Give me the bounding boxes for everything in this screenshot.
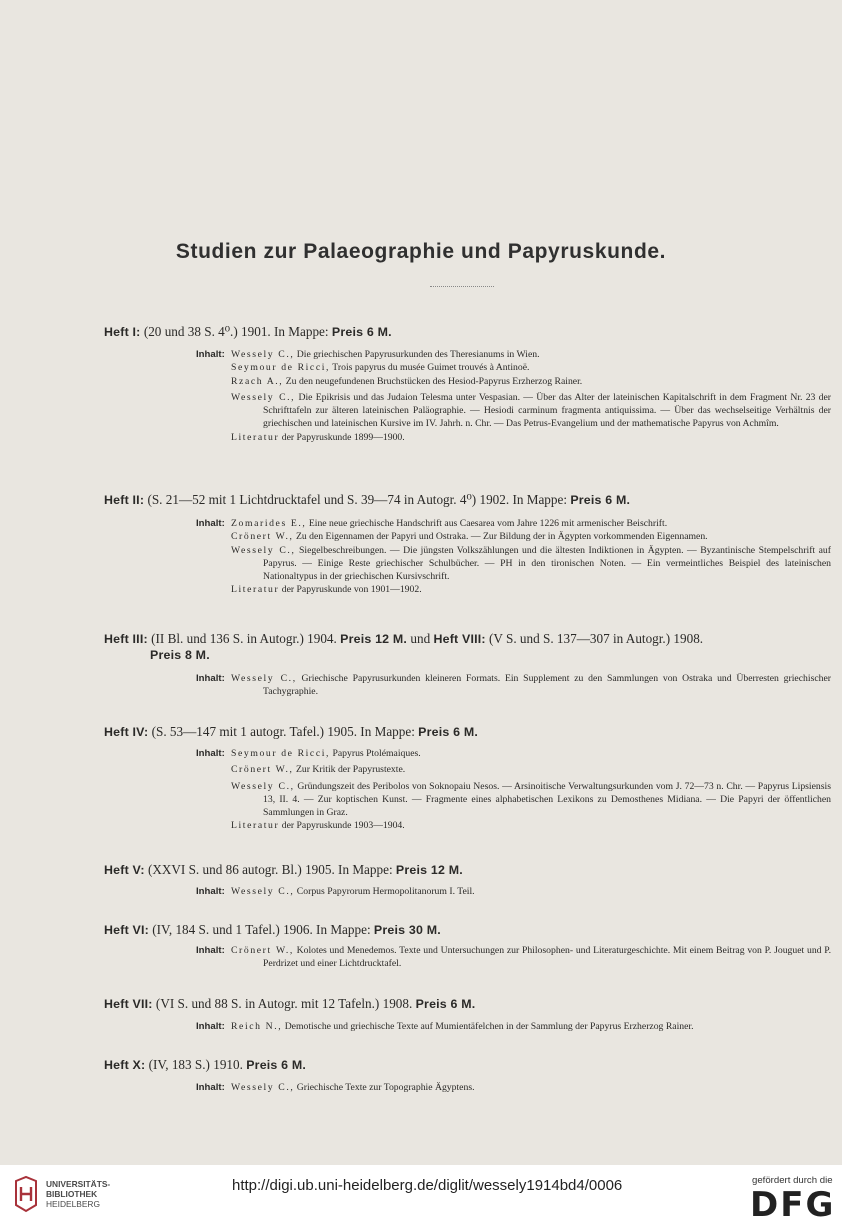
heft-label: Heft V: bbox=[104, 863, 145, 877]
list-item: Wessely C., Griechische Papyrusurkunden kleineren Formats. Ein Supplement zu den Sammlungen von Ostraka und Überresten griechischer Tachygraphie. bbox=[231, 673, 832, 698]
heft-10-heading bbox=[104, 1057, 834, 1073]
heft-price: Preis 6 M. bbox=[246, 1058, 307, 1072]
library-name: UNIVERSITÄTS- BIBLIOTHEK HEIDELBERG bbox=[46, 1179, 111, 1209]
list-item: Wessely C., Gründungszeit des Peribolos von Soknopaiu Nesos. — Arsinoitische Verwaltungsurkunden vom J. 72—73 n. Chr. — Papyrus Lipsiensis 13, II. 4. — Zur koptischen Kunst. — Fragmente eines alphabetischen Lexikons zu Demosthenes Midiana. — Die Papyri der öffentlichen Sammlungen in Graz. bbox=[231, 780, 831, 819]
heft-desc: (II Bl. und 136 S. in Autogr.) 1904. bbox=[151, 631, 337, 646]
inhalt-label: Inhalt: bbox=[196, 1021, 225, 1032]
heft-label: Heft IV: bbox=[104, 725, 149, 739]
permalink-url[interactable]: http://digi.ub.uni-heidelberg.de/diglit/wessely1914bd4/0006 bbox=[232, 1177, 623, 1194]
list-item: Wessely C., Die griechischen Papyrusurkunden des Theresianums in Wien. bbox=[231, 349, 540, 360]
heft-2-contents bbox=[231, 517, 831, 597]
heft-label: Heft X: bbox=[104, 1058, 146, 1072]
ornamental-rule bbox=[430, 286, 494, 288]
heft-label: Heft VI: bbox=[104, 923, 149, 937]
list-item: Literatur der Papyruskunde 1899—1900. bbox=[231, 431, 405, 443]
heft-price: Preis 6 M. bbox=[570, 493, 631, 507]
list-item: Literatur der Papyruskunde 1903—1904. bbox=[231, 820, 405, 832]
inhalt-label: Inhalt: bbox=[196, 1082, 225, 1093]
heft-desc: (XXVI S. und 86 autogr. Bl.) 1905. In Mappe: bbox=[147, 862, 393, 877]
dfg-logo-icon: DFG bbox=[750, 1185, 836, 1225]
funder-caption: gefördert durch die bbox=[752, 1175, 833, 1186]
list-item: Seymour de Ricci, Papyrus Ptolémaiques. bbox=[231, 748, 421, 759]
heft-label: Heft II: bbox=[104, 493, 145, 507]
heft-price: Preis 30 M. bbox=[373, 923, 441, 937]
heft-6-contents bbox=[231, 944, 831, 971]
heft-price: Preis 6 M. bbox=[331, 325, 392, 339]
inhalt-label: Inhalt: bbox=[196, 518, 225, 529]
inhalt-label: Inhalt: bbox=[196, 886, 225, 897]
heft-desc: (S. 21—52 mit 1 Lichtdrucktafel und S. 39—74 in Autogr. 4⁰) 1902. In Mappe: bbox=[147, 492, 568, 507]
heft-desc: (IV, 183 S.) 1910. bbox=[148, 1057, 243, 1072]
inhalt-label: Inhalt: bbox=[196, 748, 225, 759]
list-item: Crönert W., Kolotes und Menedemos. Texte und Untersuchungen zur Philosophen- und Literaturgeschichte. Mit einem Beitrag von P. Jouguet und P. Perdrizet und einer Lichtdrucktafel. bbox=[231, 945, 832, 970]
inhalt-label: Inhalt: bbox=[196, 673, 225, 684]
heft-price: Preis 12 M. bbox=[395, 863, 463, 877]
page-title: Studien zur Palaeographie und Papyruskunde. bbox=[175, 240, 667, 263]
heft-price: Preis 6 M. bbox=[415, 997, 476, 1011]
heft-1-heading bbox=[104, 324, 834, 340]
list-item: Seymour de Ricci, Trois papyrus du musée Guimet trouvés à Antinoë. bbox=[231, 362, 530, 374]
heft-2-heading bbox=[104, 492, 834, 508]
heft-desc: (20 und 38 S. 4⁰.) 1901. In Mappe: bbox=[143, 324, 329, 339]
heft-price: Preis 12 M. bbox=[340, 632, 408, 646]
list-item: Wessely C., Die Epikrisis und das Judaion Telesma unter Vespasian. — Über das Alter der lateinischen Kapitalschrift in dem Fragment Nr. 23 der Schrifttafeln zur älteren lateinischen Paläographie. — Hesiodi carminum fragmenta antiquissima. — Über das wechselseitige Verhältnis der griechischen und lateinischen Kursive im IV. Jahrh. n. Chr. — Das Petrus-Evangelium und der mathematische Papyrus von Achmîm. bbox=[231, 391, 832, 430]
heft-desc: (IV, 184 S. und 1 Tafel.) 1906. In Mappe: bbox=[152, 922, 371, 937]
heft-7-heading bbox=[104, 996, 834, 1012]
list-item: Wessely C., Siegelbeschreibungen. — Die jüngsten Volkszählungen und die ältesten Indiktionen in Ägypten. — Byzantinische Stempelschrift auf Papyrus. — Einige Reste griechischer Schulbücher. — PH in den tironischen Noten. — Ein vermeintliches Beispiel des lateinischen Nationaltypus in der griechischen Kursivschrift. bbox=[231, 544, 831, 583]
heft-label: Heft I: bbox=[104, 325, 141, 339]
heft-desc: (S. 53—147 mit 1 autogr. Tafel.) 1905. In Mappe: bbox=[151, 724, 415, 739]
heft-5-contents bbox=[231, 885, 831, 898]
heft-4-heading bbox=[104, 724, 834, 740]
inhalt-label: Inhalt: bbox=[196, 945, 225, 956]
list-item: Rzach A., Zu den neugefundenen Bruchstücken des Hesiod-Papyrus Erzherzog Rainer. bbox=[231, 375, 583, 387]
heft-4-contents bbox=[231, 747, 831, 833]
heft-label: Heft VII: bbox=[104, 997, 153, 1011]
heft-5-heading bbox=[104, 862, 834, 878]
list-item: Zomarides E., Eine neue griechische Handschrift aus Caesarea vom Jahre 1226 mit armenischer Beischrift. bbox=[231, 518, 668, 529]
list-item: Wessely C., Corpus Papyrorum Hermopolitanorum I. Teil. bbox=[231, 886, 475, 897]
heft-price: Preis 6 M. bbox=[418, 725, 479, 739]
list-item: Crönert W., Zur Kritik der Papyrustexte. bbox=[231, 764, 406, 776]
list-item: Literatur der Papyruskunde von 1901—1902. bbox=[231, 584, 422, 596]
heft-desc: (VI S. und 88 S. in Autogr. mit 12 Tafeln.) 1908. bbox=[155, 996, 413, 1011]
inhalt-label: Inhalt: bbox=[196, 349, 225, 360]
university-library-logo-icon bbox=[12, 1175, 40, 1213]
heft-joiner: und bbox=[410, 631, 431, 646]
heft-label-secondary: Heft VIII: bbox=[433, 632, 486, 646]
heft-7-contents bbox=[231, 1020, 831, 1033]
heft-3-contents bbox=[231, 672, 831, 699]
heft-3-heading bbox=[104, 631, 834, 663]
list-item: Reich N., Demotische und griechische Texte auf Mumientäfelchen in der Sammlung der Papyrus Erzherzog Rainer. bbox=[231, 1021, 694, 1032]
heft-desc-secondary: (V S. und S. 137—307 in Autogr.) 1908. bbox=[489, 631, 704, 646]
heft-1-contents bbox=[231, 348, 831, 444]
list-item: Wessely C., Griechische Texte zur Topographie Ägyptens. bbox=[231, 1082, 475, 1093]
list-item: Crönert W., Zu den Eigennamen der Papyri und Ostraka. — Zur Bildung der in Ägypten vorkommenden Eigennamen. bbox=[231, 531, 708, 543]
digitization-footer bbox=[0, 1165, 842, 1225]
heft-price-secondary: Preis 8 M. bbox=[150, 648, 210, 662]
heft-6-heading bbox=[104, 922, 834, 938]
heft-10-contents bbox=[231, 1081, 831, 1094]
heft-label: Heft III: bbox=[104, 632, 148, 646]
